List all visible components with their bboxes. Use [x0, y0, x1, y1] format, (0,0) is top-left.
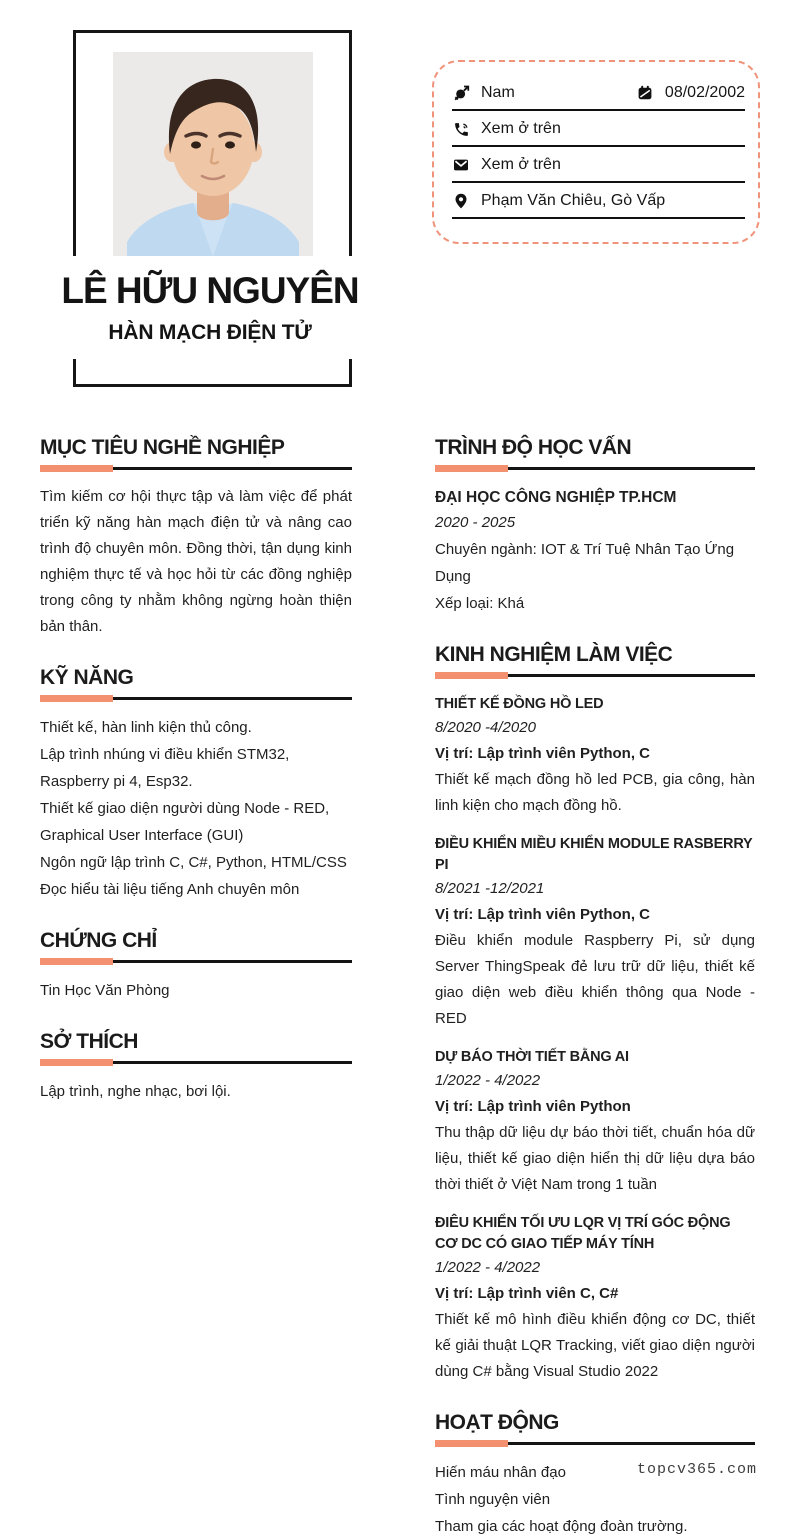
job-title: DỰ BÁO THỜI TIẾT BẰNG AI [435, 1049, 629, 1065]
section-rule [435, 1440, 755, 1447]
name-plate [25, 256, 395, 359]
job-position: Vị trí: Lập trình viên Python [435, 1098, 631, 1115]
contact-row-phone [452, 113, 745, 147]
rule-accent-bar [435, 465, 508, 472]
list-item: Ngôn ngữ lập trình C, C#, Python, HTML/CSS [40, 854, 347, 871]
dob-value: 08/02/2002 [664, 84, 745, 101]
location-icon [452, 193, 470, 209]
job-description: Thiết kế mạch đồng hồ led PCB, gia công, hàn linh kiện cho mạch đồng hồ. [435, 771, 755, 814]
gender-value: Nam [481, 84, 515, 101]
job-description: Điều khiển module Raspberry Pi, sử dụng Server ThingSpeak đẻ lưu trữ dữ liệu, thiết kế giao diện web điều khiển thông qua Node - RED [435, 932, 755, 1027]
section-heading: KỸ NĂNG [40, 666, 134, 689]
section-hobbies [40, 1030, 352, 1105]
list-item: Tin Học Văn Phòng [40, 982, 170, 999]
job-period: 8/2020 -4/2020 [435, 719, 536, 736]
rule-accent-bar [40, 695, 113, 702]
rule-accent-bar [40, 465, 113, 472]
dob-field [636, 84, 745, 102]
education-school: ĐẠI HỌC CÔNG NGHIỆP TP.HCM [435, 489, 677, 506]
candidate-title: HÀN MẠCH ĐIỆN TỬ [108, 320, 312, 344]
email-icon [452, 157, 470, 173]
phone-value: Xem ở trên [481, 120, 561, 137]
section-rule [435, 672, 755, 679]
job-period: 1/2022 - 4/2022 [435, 1259, 541, 1276]
contact-card [432, 60, 760, 244]
section-heading: KINH NGHIỆM LÀM VIỆC [435, 643, 673, 666]
education-major: Chuyên ngành: IOT & Trí Tuệ Nhân Tạo Ứng Dụng [435, 541, 735, 585]
job-position: Vị trí: Lập trình viên C, C# [435, 1285, 619, 1302]
section-heading: HOẠT ĐỘNG [435, 1411, 559, 1434]
phone-icon [452, 121, 470, 138]
rule-accent-bar [40, 1059, 113, 1066]
content-columns [0, 436, 790, 1540]
section-experience [435, 643, 755, 1385]
header [0, 0, 790, 420]
job-entry [435, 1213, 755, 1385]
contact-row-gender-dob [452, 77, 745, 111]
education-grade: Xếp loại: Khá [435, 595, 525, 612]
list-item: Thiết kế, hàn linh kiện thủ công. [40, 719, 252, 736]
job-title: ĐIÊU KHIỂN TỐI ƯU LQR VỊ TRÍ GÓC ĐỘNG CƠ DC CÓ GIAO TIẾP MÁY TÍNH [435, 1215, 731, 1252]
section-education [435, 436, 755, 617]
job-period: 1/2022 - 4/2022 [435, 1072, 541, 1089]
job-entry [435, 694, 755, 819]
job-description: Thu thập dữ liệu dự báo thời tiết, chuẩn hóa dữ liệu, thiết kế giao diện hiển thị dữ liệu dựa báo thời thiết ở Việt Nam trong 1 tuần [435, 1124, 755, 1193]
rule-accent-bar [40, 958, 113, 965]
left-column [40, 436, 352, 1540]
section-heading: CHỨNG CHỈ [40, 929, 157, 952]
section-rule [40, 465, 352, 472]
job-position: Vị trí: Lập trình viên Python, C [435, 906, 651, 923]
certificates-list [40, 977, 352, 1004]
contact-row-address [452, 185, 745, 219]
list-item: Lập trình nhúng vi điều khiển STM32, Raspberry pi 4, Esp32. [40, 746, 290, 790]
gender-field [452, 84, 515, 102]
section-skills [40, 666, 352, 903]
list-item: Đọc hiểu tài liệu tiếng Anh chuyên môn [40, 881, 300, 898]
section-rule [435, 465, 755, 472]
section-rule [40, 695, 352, 702]
section-heading: TRÌNH ĐỘ HỌC VẤN [435, 436, 632, 459]
list-item: Lập trình, nghe nhạc, bơi lội. [40, 1083, 231, 1100]
list-item: Tình nguyện viên [435, 1491, 551, 1508]
calendar-icon [636, 85, 654, 101]
watermark: topcv365.com [636, 1461, 757, 1478]
objective-text: Tìm kiếm cơ hội thực tập và làm việc để phát triển kỹ năng hàn mạch điện tử và nâng cao trình độ chuyên môn. Đồng thời, tận dụng kinh nghiệm thực tế và học hỏi từ các đồng nghiệp trong công ty nhằm không ngừng hoàn thiện bản thân. [40, 488, 352, 635]
job-title: ĐIỀU KHIỂN MIỀU KHIỂN MODULE RASBERRY PI [435, 836, 753, 873]
section-certificates [40, 929, 352, 1004]
job-description: Thiết kế mô hình điều khiển động cơ DC, thiết kế giải thuật LQR Tracking, viết giao diện người dùng C# bằng Visual Studio 2022 [435, 1311, 755, 1380]
profile-photo [113, 52, 313, 257]
email-value: Xem ở trên [481, 156, 561, 173]
list-item: Thiết kế giao diện người dùng Node - RED, Graphical User Interface (GUI) [40, 800, 330, 844]
address-value: Phạm Văn Chiêu, Gò Vấp [481, 192, 666, 209]
hobbies-list [40, 1078, 352, 1105]
rule-accent-bar [435, 672, 508, 679]
list-item: Hiến máu nhân đạo [435, 1464, 566, 1481]
section-heading: MỤC TIÊU NGHỀ NGHIỆP [40, 436, 285, 459]
candidate-name: LÊ HỮU NGUYÊN [61, 270, 359, 311]
job-entry [435, 1047, 755, 1198]
section-heading: SỞ THÍCH [40, 1030, 138, 1053]
job-title: THIẾT KẾ ĐỒNG HỒ LED [435, 696, 604, 712]
section-rule [40, 958, 352, 965]
job-entry [435, 834, 755, 1032]
section-objective [40, 436, 352, 640]
job-position: Vị trí: Lập trình viên Python, C [435, 745, 651, 762]
job-period: 8/2021 -12/2021 [435, 880, 545, 897]
gender-icon [452, 85, 470, 102]
education-period: 2020 - 2025 [435, 514, 516, 531]
rule-accent-bar [435, 1440, 508, 1447]
right-column [435, 436, 755, 1540]
contact-row-email [452, 149, 745, 183]
skills-list [40, 714, 352, 903]
list-item: Tham gia các hoạt động đoàn trường. [435, 1518, 688, 1535]
section-rule [40, 1059, 352, 1066]
